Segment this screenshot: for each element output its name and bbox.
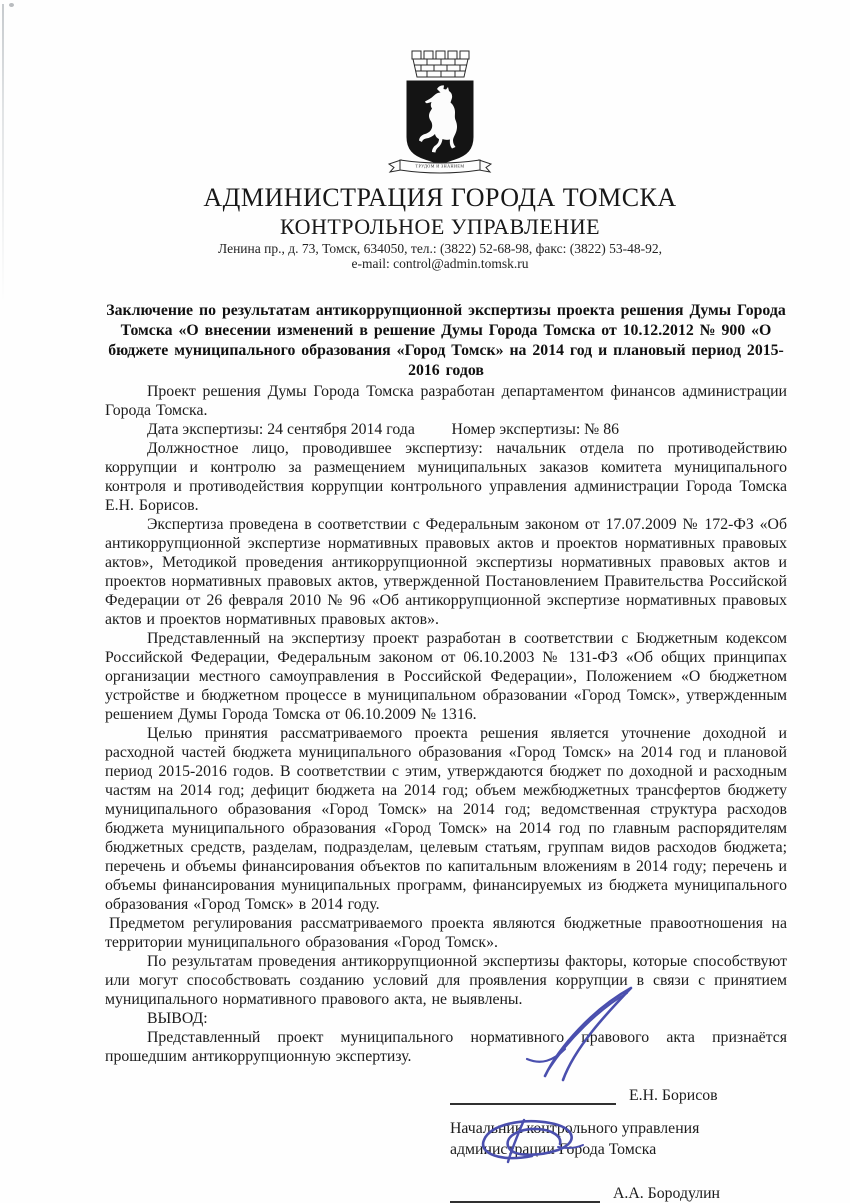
scan-speck-artifact bbox=[9, 3, 14, 7]
letterhead bbox=[0, 0, 850, 271]
head-name: А.А. Бородулин bbox=[613, 1185, 721, 1202]
paragraph-subject: Предметом регулирования рассматриваемого проекта являются бюджетные правоотношения на территории муниципального образования «Город Томск». bbox=[105, 915, 787, 951]
document-body bbox=[105, 301, 787, 1203]
expertise-number: Номер экспертизы: № 86 bbox=[451, 421, 619, 438]
paragraph-conclusion: Представленный проект муниципального нормативного правового акта признаётся прошедшим антикоррупционную экспертизу. bbox=[105, 1029, 787, 1065]
expertise-meta-row bbox=[105, 420, 787, 439]
signature-row-expert bbox=[450, 1087, 787, 1105]
shield-icon bbox=[407, 81, 473, 168]
head-position-line1: Начальник контрольного управления bbox=[450, 1120, 700, 1137]
paragraph-results: По результатам проведения антикоррупционной экспертизы факторы, которые способствуют или могут способствовать созданию условий для проявления коррупции в связи с принятием муниципального нормативного правового акта, не выявлены. bbox=[105, 953, 787, 1008]
signature-row-head bbox=[450, 1185, 787, 1203]
crest-motto-text: ТРУДОМ И ЗНАНИЕМ bbox=[415, 163, 465, 169]
organization-name: АДМИНИСТРАЦИЯ ГОРОДА ТОМСКА bbox=[203, 183, 677, 212]
conclusion-label: ВЫВОД: bbox=[147, 1010, 208, 1027]
signature-block bbox=[450, 1087, 787, 1203]
expert-name: Е.Н. Борисов bbox=[629, 1087, 718, 1104]
expertise-date: Дата экспертизы: 24 сентября 2014 года bbox=[147, 421, 415, 438]
mural-crown-icon bbox=[412, 51, 469, 77]
paragraph-legal-basis: Экспертиза проведена в соответствии с Федеральным законом от 17.07.2009 № 172-ФЗ «Об антикоррупционной экспертизе нормативных правовых актов и проектов нормативных правовых актов», Методикой проведения антикоррупционной экспертизы нормативных правовых актов и проектов нормативных правовых актов, утвержденной Постановлением Правительства Российской Федерации от 26 февраля 2010 № 96 «Об антикоррупционной экспертизе нормативных правовых актов и проектов нормативных правовых актов». bbox=[105, 516, 787, 628]
signature-line bbox=[450, 1187, 600, 1203]
email-line: e-mail: control@admin.tomsk.ru bbox=[351, 256, 529, 271]
scan-edge-artifact bbox=[2, 4, 4, 304]
paragraph-official: Должностное лицо, проводившее экспертизу: начальник отдела по противодействию коррупции и контролю за размещением муниципальных заказов комитета муниципального контроля и противодействия коррупции контрольного управления администрации Города Томска Е.Н. Борисов. bbox=[105, 440, 787, 514]
document-title: Заключение по результатам антикоррупционной экспертизы проекта решения Думы Города Томска «О внесении изменений в решение Думы Города Томска от 10.12.2012 № 900 «О бюджете муниципального образования «Город Томск» на 2014 год и плановый период 2015-2016 годов bbox=[106, 302, 786, 379]
paragraph-purpose: Целью принятия рассматриваемого проекта решения является уточнение доходной и расходной частей бюджета муниципального образования «Город Томск» на 2014 год и плановой период 2015-2016 годов. В соответствии с этим, утверждаются бюджет по доходной и расходным частям на 2014 год; дефицит бюджета на 2014 год; объем межбюджетных трансфертов бюджету муниципального образования «Город Томск» на 2014 год; ведомственная структура расходов бюджета муниципального образования «Город Томск» на 2014 год по главным распорядителям бюджетных средств, разделам, подразделам, целевым статьям, группам видов расходов бюджета; перечень и объемы финансирования объектов по капитальным вложениям в 2014 году; перечень и объемы финансирования муниципальных программ, финансируемых из бюджета муниципального образования «Город Томск» в 2014 году. bbox=[105, 725, 787, 913]
paragraph-intro: Проект решения Думы Города Томска разработан департаментом финансов администрации Города Томска. bbox=[105, 383, 787, 419]
head-position-line2: администрации Города Томска bbox=[450, 1141, 657, 1158]
tomsk-coat-of-arms bbox=[380, 50, 500, 174]
signature-line bbox=[450, 1089, 616, 1105]
paragraph-project-basis: Представленный на экспертизу проект разработан в соответствии с Бюджетным кодексом Российской Федерации, Федеральным законом от 06.10.2003 № 131-ФЗ «Об общих принципах организации местного самоуправления в Российской Федерации», Положением «О бюджетном устройстве и бюджетном процессе в муниципальном образовании «Город Томск», утвержденным решением Думы Города Томска от 06.10.2009 № 1316. bbox=[105, 630, 787, 723]
department-name: КОНТРОЛЬНОЕ УПРАВЛЕНИЕ bbox=[279, 214, 601, 239]
address-line: Ленина пр., д. 73, Томск, 634050, тел.: (3822) 52-68-98, факс: (3822) 53-48-92, bbox=[218, 241, 662, 256]
